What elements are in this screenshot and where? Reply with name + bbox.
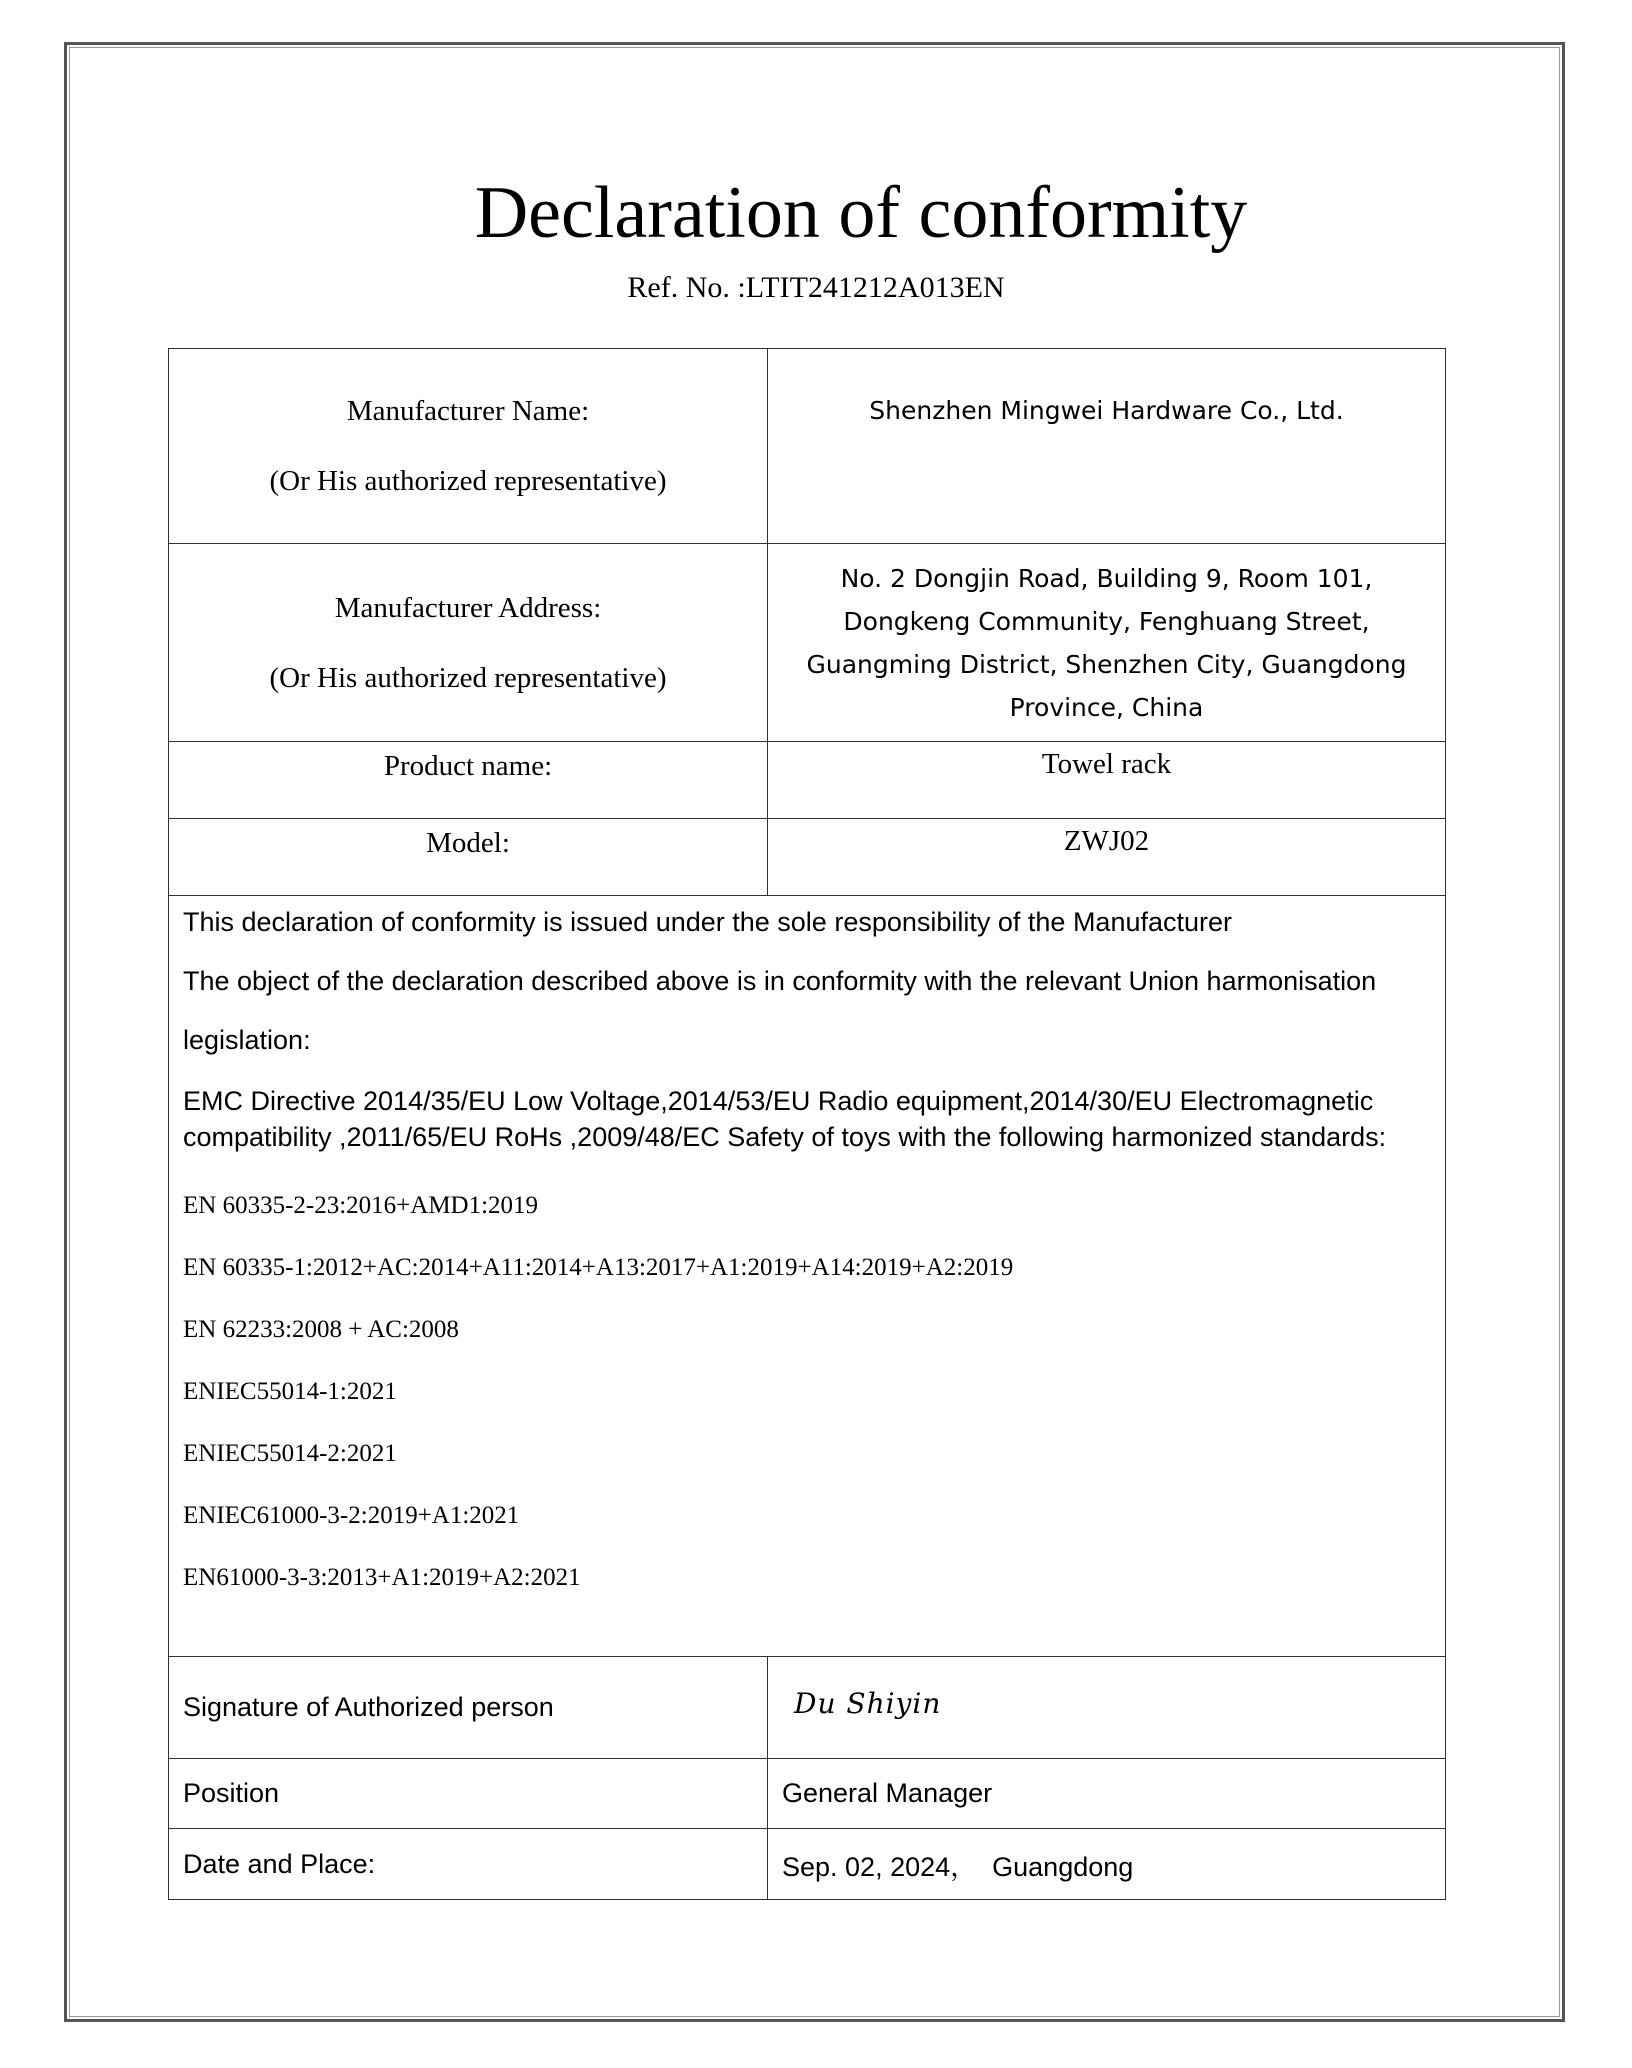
manufacturer-name-row [169, 349, 1446, 544]
position-row [169, 1759, 1446, 1829]
manufacturer-name-value: Shenzhen Mingwei Hardware Co., Ltd. [768, 349, 1446, 544]
model-label: Model: [169, 819, 768, 896]
manufacturer-name-label-cell [169, 349, 768, 544]
handwritten-signature: Du Shiyin [794, 1687, 942, 1720]
standard-item: EN61000-3-3:2013+A1:2019+A2:2021 [183, 1564, 581, 1591]
address-line: Dongkeng Community, Fenghuang Street, [843, 606, 1370, 636]
standard-item: EN 60335-2-23:2016+AMD1:2019 [183, 1192, 539, 1219]
standard-item: ENIEC61000-3-2:2019+A1:2021 [183, 1502, 520, 1529]
manufacturer-address-row [169, 544, 1446, 742]
address-line: Province, China [1009, 692, 1204, 722]
manufacturer-name-sublabel: (Or His authorized representative) [269, 465, 667, 497]
statement-line-3: legislation: [183, 1025, 311, 1055]
statement-row [169, 896, 1446, 1657]
statement-line-1: This declaration of conformity is issued under the sole responsibility of the Manufacturer [183, 907, 1233, 937]
manufacturer-address-sublabel: (Or His authorized representative) [269, 661, 667, 694]
signature-row [169, 1657, 1446, 1759]
declaration-table [168, 348, 1446, 1900]
standard-item: EN 60335-1:2012+AC:2014+A11:2014+A13:2017+A1:2019+A14:2019+A2:2019 [183, 1254, 1014, 1281]
signature-label: Signature of Authorized person [169, 1657, 768, 1759]
signature-cell [768, 1657, 1446, 1759]
product-name-label: Product name: [169, 742, 768, 819]
product-name-row [169, 742, 1446, 819]
manufacturer-address-label-cell [169, 544, 768, 742]
position-value: General Manager [768, 1759, 1446, 1829]
document-title: Declaration of conformity [474, 172, 1248, 254]
product-name-value: Towel rack [768, 742, 1446, 819]
directives-text: EMC Directive 2014/35/EU Low Voltage,2014/53/EU Radio equipment,2014/30/EU Electromagnetic compatibility ,2011/65/EU RoHs ,2009/48/EC Safety of toys with the following harmonized standards: [183, 1086, 1387, 1152]
date-place-row [169, 1829, 1446, 1900]
date-place-value: Sep. 02, 2024， Guangdong [768, 1829, 1446, 1900]
standard-item: ENIEC55014-2:2021 [183, 1440, 397, 1467]
date-place-label: Date and Place: [169, 1829, 768, 1900]
standard-item: EN 62233:2008 + AC:2008 [183, 1316, 459, 1343]
statement-line-2: The object of the declaration described above is in conformity with the relevant Union harmonisation [183, 966, 1377, 996]
standard-item: ENIEC55014-1:2021 [183, 1378, 397, 1405]
address-line: Guangming District, Shenzhen City, Guangdong [806, 649, 1407, 679]
manufacturer-name-label: Manufacturer Name: [346, 395, 590, 427]
reference-number: Ref. No. :LTIT241212A013EN [627, 271, 1005, 304]
address-line: No. 2 Dongjin Road, Building 9, Room 101, [840, 563, 1373, 593]
model-row [169, 819, 1446, 896]
statement-cell [169, 896, 1446, 1657]
manufacturer-address-label: Manufacturer Address: [334, 591, 602, 624]
position-label: Position [169, 1759, 768, 1829]
model-value: ZWJ02 [768, 819, 1446, 896]
manufacturer-address-value [768, 544, 1446, 742]
